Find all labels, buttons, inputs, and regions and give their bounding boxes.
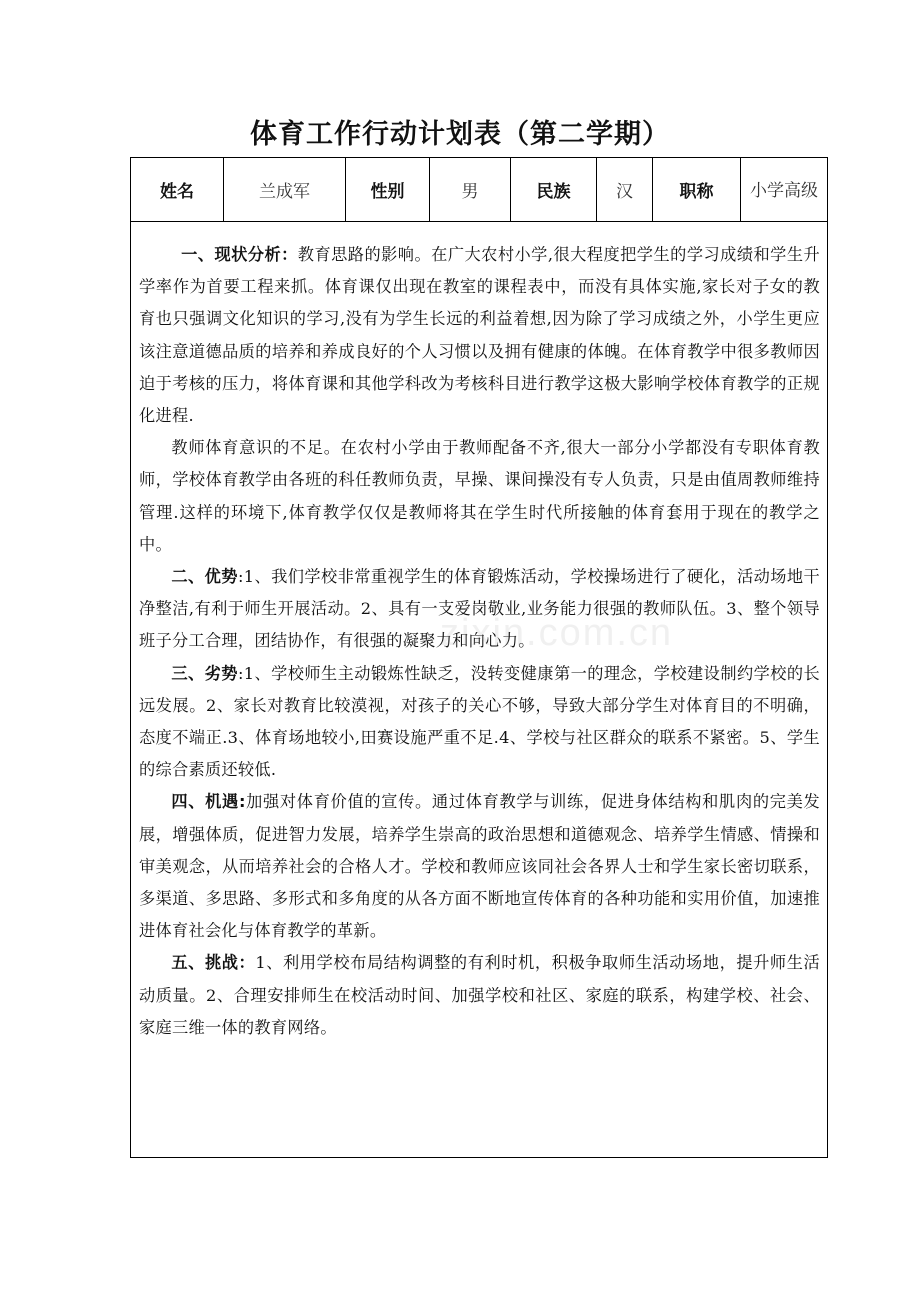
section-text: :1、学校师生主动锻炼性缺乏，没转变健康第一的理念，学校建设制约学校的长远发展。2、家长对教育比较漠视，对孩子的关心不够，导致大部分学生对体育目的不明确，态度不端正.3、体育场地较小,田赛设施严重不足.4、学校与社区群众的联系不紧密。5、学生的综合素质还较低. bbox=[139, 663, 820, 780]
ethnicity-label: 民族 bbox=[511, 158, 597, 221]
info-row bbox=[131, 158, 827, 222]
section-heading: 一、现状分析： bbox=[181, 245, 298, 264]
section-strengths bbox=[139, 561, 820, 658]
rank-label: 职称 bbox=[653, 158, 741, 221]
section-text: 教师体育意识的不足。在农村小学由于教师配备不齐,很大一部分小学都没有专职体育教师，学校体育教学由各班的科任教师负责，早操、课间操没有专人负责，只是由值周教师维持管理.这样的环境下,体育教学仅仅是教师将其在学生时代所接触的体育套用于现在的教学之中。 bbox=[139, 438, 820, 554]
section-text: 1、利用学校布局结构调整的有利时机，积极争取师生活动场地，提升师生活动质量。2、合理安排师生在校活动时间、加强学校和社区、家庭的联系，构建学校、社会、家庭三维一体的教育网络。 bbox=[139, 953, 821, 1037]
section-text: :1、我们学校非常重视学生的体育锻炼活动，学校操场进行了硬化，活动场地干净整洁,有利于师生开展活动。2、具有一支爱岗敬业,业务能力很强的教师队伍。3、整个领导班子分工合理，团结协作，有很强的凝聚力和向心力。 bbox=[139, 567, 820, 651]
section-heading: 三、劣势 bbox=[171, 663, 238, 683]
page-title: 体育工作行动计划表（第二学期） bbox=[250, 119, 670, 150]
gender-label: 性别 bbox=[346, 158, 430, 221]
watermark: zixin.com.cn bbox=[440, 612, 674, 654]
section-text: 加强对体育价值的宣传。通过体育教学与训练，促进身体结构和肌肉的完美发展，增强体质，促进智力发展，培养学生崇高的政治思想和道德观念、培养学生情感、情操和审美观念，从而培养社会的合格人才。学校和教师应该同社会各界人士和学生家长密切联系，多渠道、多思路、多形式和多角度的从各方面不断地宣传体育的各种功能和实用价值，加速推进体育社会化与体育教学的革新。 bbox=[139, 792, 820, 941]
gender-value: 男 bbox=[430, 158, 511, 221]
ethnicity-value: 汉 bbox=[597, 158, 653, 221]
plan-content bbox=[131, 221, 827, 1044]
section-opportunities bbox=[139, 786, 820, 947]
plan-table bbox=[130, 157, 828, 1158]
section-weaknesses bbox=[139, 658, 820, 787]
section-challenges bbox=[139, 947, 820, 1044]
section-heading: 五、挑战： bbox=[171, 953, 256, 973]
name-label: 姓名 bbox=[131, 158, 224, 221]
rank-value: 小学高级 bbox=[750, 181, 818, 201]
section-heading: 四、机遇: bbox=[171, 792, 246, 812]
section-heading: 二、优势 bbox=[171, 567, 238, 587]
section-teacher-awareness bbox=[139, 432, 820, 561]
section-status bbox=[139, 239, 820, 432]
name-value: 兰成军 bbox=[224, 158, 346, 221]
section-text: 教育思路的影响。在广大农村小学,很大程度把学生的学习成绩和学生升学率作为首要工程来抓。体育课仅出现在教室的课程表中，而没有具体实施,家长对子女的教育也只强调文化知识的学习,没有为学生长远的利益着想,因为除了学习成绩之外，小学生更应该注意道德品质的培养和养成良好的个人习惯以及拥有健康的体魄。在体育教学中很多教师因迫于考核的压力，将体育课和其他学科改为考核科目进行教学这极大影响学校体育教学的正规化进程. bbox=[139, 245, 820, 426]
